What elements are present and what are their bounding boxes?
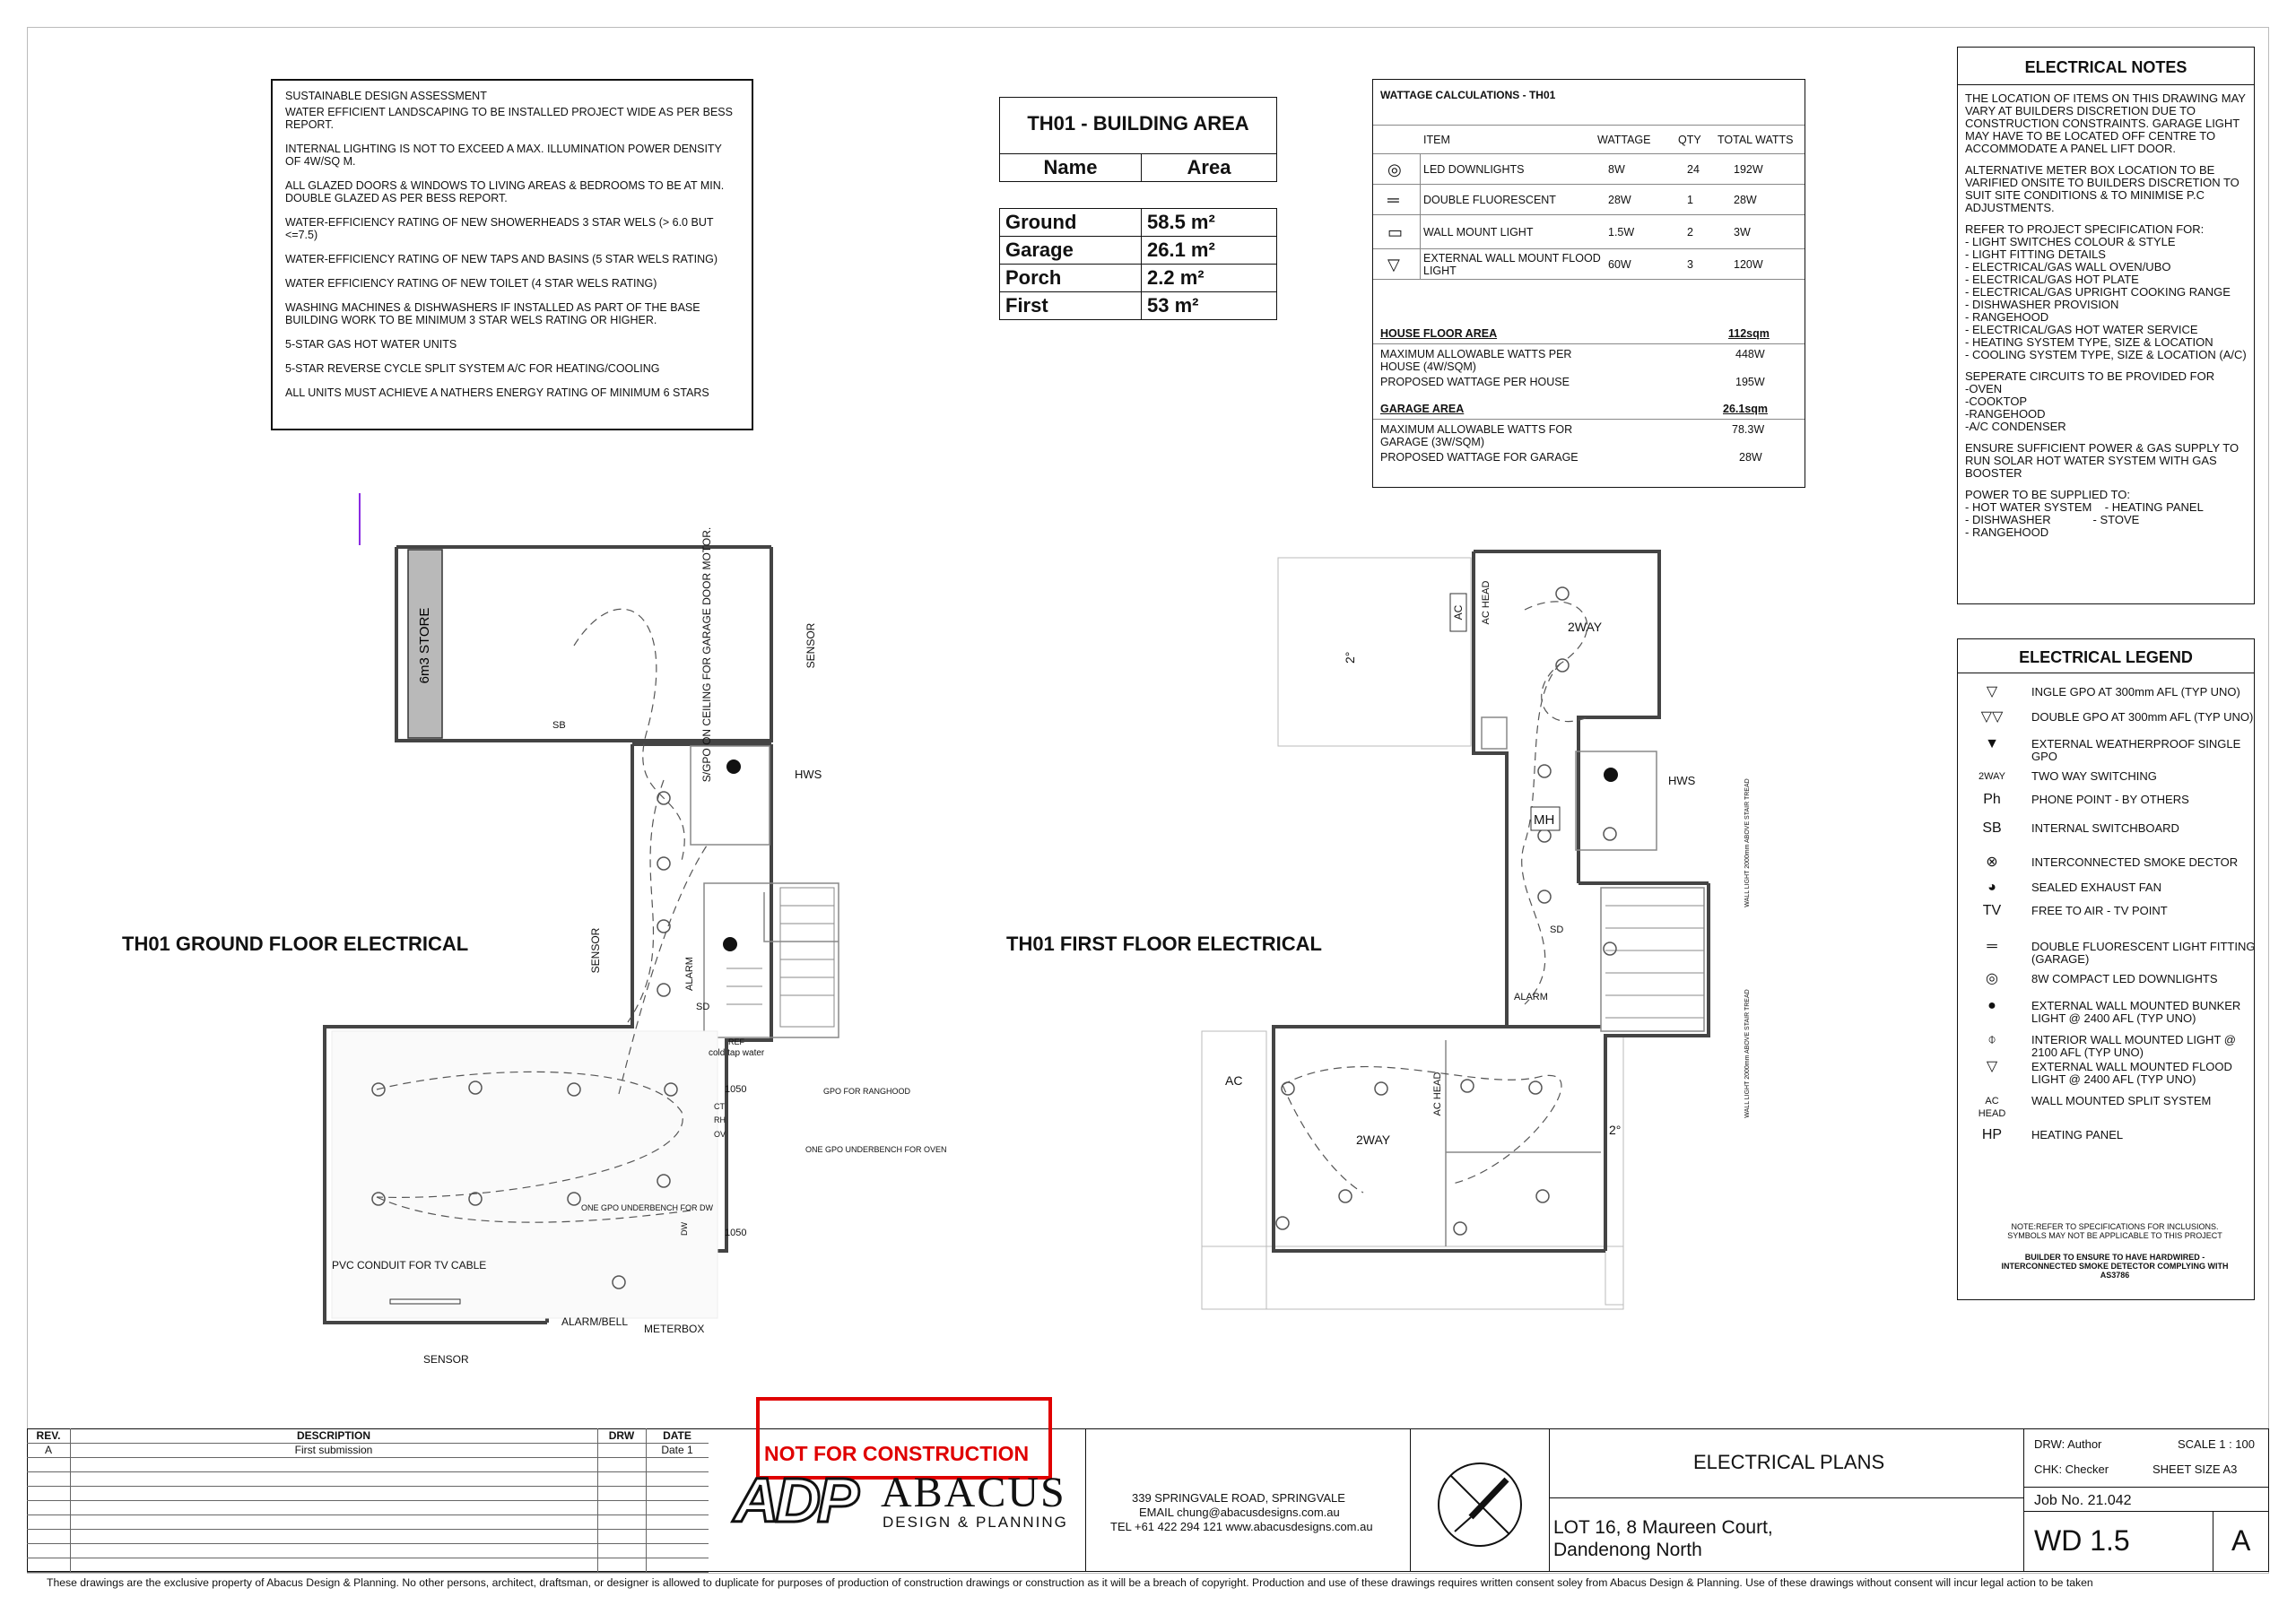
first-alarm-label: ALARM (1514, 992, 1548, 1002)
max-garage-value: 78.3W (1732, 423, 1765, 436)
note-paragraph: ALTERNATIVE METER BOX LOCATION TO BE VARIFIED ONSITE TO BUILDERS DISCRETION TO SUIT SITE CONDITIONS & TO MINIMISE P.C ADJUSTMENTS. (1965, 163, 2243, 214)
legend-item-text: EXTERNAL WEATHERPROOF SINGLE GPO (2031, 737, 2241, 763)
legend-item-text: HEATING PANEL (2031, 1128, 2124, 1141)
sda-item: 5-STAR GAS HOT WATER UNITS (285, 338, 457, 351)
rev-cell: DATE (663, 1429, 691, 1442)
tv-point-icon: TV (1982, 903, 2002, 918)
bunker-light-icon: ● (1987, 998, 1996, 1013)
sda-item: WATER-EFFICIENCY RATING OF NEW TAPS AND BASINS (5 STAR WELS RATING) (285, 253, 718, 265)
first-thin-walls (1446, 717, 1704, 1246)
note-paragraph: THE LOCATION OF ITEMS ON THIS DRAWING MAY VARY AT BUILDERS DISCRETION DUE TO CONSTRUCTION CONSTRAINTS. GARAGE LIGHT MAY HAVE TO BE LOCATED OFF CENTRE TO ACCOMMODATE A PANEL LIFT DOOR. (1965, 91, 2249, 155)
rev-cell (597, 1443, 646, 1457)
legend-builder-note: BUILDER TO ENSURE TO HAVE HARDWIRED -INTERCONNECTED SMOKE DETECTOR COMPLYING WITH AS3786 (2001, 1253, 2229, 1280)
gpo-oven-label: ONE GPO UNDERBENCH FOR OVEN (805, 1145, 947, 1154)
double-gpo-icon: ▽▽ (1980, 709, 2004, 725)
led-downlight-icon: ◎ (1986, 971, 1998, 986)
note-paragraph: ENSURE SUFFICIENT POWER & GAS SUPPLY TO RUN SOLAR HOT WATER SYSTEM WITH GAS BOOSTER (1965, 441, 2242, 480)
north-divider (1410, 1428, 1411, 1572)
sgpo-label: S/GPO ON CEILING FOR GARAGE DOOR MOTOR. (700, 526, 713, 783)
rev-cell: First submission (294, 1444, 373, 1456)
company-name: ABACUS (881, 1469, 1066, 1516)
area-row-value: 2.2 m² (1142, 265, 1277, 292)
rev-row-line (27, 1500, 709, 1501)
wattage-row (1373, 214, 1805, 249)
watt-qty: 3 (1687, 258, 1693, 271)
legend-item-text: SEALED EXHAUST FAN (2031, 881, 2161, 894)
wattage-row (1373, 184, 1805, 215)
note-paragraph: SEPERATE CIRCUITS TO BE PROVIDED FOR -OVEN -COOKTOP -RANGEHOOD -A/C CONDENSER (1965, 369, 2215, 433)
watt-qty: 2 (1687, 226, 1693, 239)
rev-row-line (27, 1572, 709, 1573)
legend-note: NOTE:REFER TO SPECIFICATIONS FOR INCLUSIONS. SYMBOLS MAY NOT BE APPLICABLE TO THIS PROJECT (2007, 1222, 2222, 1240)
prop-house-label: PROPOSED WATTAGE PER HOUSE (1380, 376, 1570, 388)
sb-label: SB (552, 720, 566, 731)
address-divider (1085, 1428, 1086, 1572)
company-logo: ADP (734, 1465, 856, 1535)
ground-floor-plan (296, 484, 947, 1381)
wattage-box (1372, 79, 1805, 488)
area-row-name: First (1000, 292, 1142, 320)
cold-tap-label: cold tap water (709, 1048, 765, 1058)
fluorescent-fitting (390, 1299, 460, 1304)
legend-item-text: INTERNAL SWITCHBOARD (2031, 821, 2179, 835)
switchboard-icon: SB (1982, 820, 2002, 836)
info-hline (2023, 1487, 2269, 1488)
watt-item: DOUBLE FLUORESCENT (1423, 194, 1556, 206)
ct-label: CT (714, 1102, 725, 1111)
area-row (1000, 292, 1277, 320)
electrical-notes-box (1957, 47, 2255, 604)
legend-item-text: PHONE POINT - BY OTHERS (2031, 793, 2189, 806)
two-way-switch-icon: 2WAY (1979, 771, 2005, 782)
single-gpo-icon: ▽ (1986, 684, 1998, 699)
legend-item-text: TWO WAY SWITCHING (2031, 769, 2157, 783)
store-label: 6m3 STORE (417, 607, 432, 684)
watt-qty: 1 (1687, 194, 1693, 206)
first-ac-label: AC (1452, 604, 1465, 621)
ground-floor-title: TH01 GROUND FLOOR ELECTRICAL (122, 933, 469, 955)
flood-light-icon: ▽ (1986, 1059, 1998, 1074)
company-sub: DESIGN & PLANNING (883, 1514, 1068, 1531)
first-deg-label: 2° (1343, 651, 1357, 664)
info-divider (2023, 1428, 2024, 1572)
title-divider (1549, 1428, 1550, 1572)
house-area-label: HOUSE FLOOR AREA (1380, 327, 1498, 340)
scale-label: SCALE 1 : 100 (2178, 1437, 2255, 1451)
exhaust-fan-icon: ◕ (1987, 880, 1996, 895)
sda-item: ALL UNITS MUST ACHIEVE A NATHERS ENERGY RATING OF MINIMUM 6 STARS (285, 386, 709, 399)
first-ac2-label: AC (1225, 1073, 1243, 1088)
legend-item-text: INGLE GPO AT 300mm AFL (TYP UNO) (2031, 685, 2240, 699)
address: 339 SPRINGVALE ROAD, SPRINGVALE (1132, 1491, 1345, 1505)
rev-cell: DRW (608, 1429, 635, 1442)
area-row-name: Ground (1000, 209, 1142, 237)
legend-item-text: EXTERNAL WALL MOUNTED FLOOD LIGHT @ 2400 AFL (TYP UNO) (2031, 1060, 2232, 1086)
notes-body (1958, 85, 2254, 555)
electrical-legend-box (1957, 638, 2255, 1300)
weatherproof-gpo-icon: ▼ (1985, 736, 1999, 751)
stamp-text: NOT FOR CONSTRUCTION (764, 1442, 1030, 1465)
sda-item: INTERNAL LIGHTING IS NOT TO EXCEED A MAX. ILLUMINATION POWER DENSITY OF 4W/SQ M. (285, 143, 722, 168)
first-stairs (1605, 906, 1704, 1018)
watt-col-qty: QTY (1678, 134, 1701, 146)
alarmbell-label: ALARM/BELL (561, 1315, 629, 1328)
d1050-bottom: 1050 (725, 1228, 747, 1238)
area-row (1000, 265, 1277, 292)
meterbox-label: METERBOX (644, 1323, 705, 1335)
rev-cell: A (44, 1444, 52, 1456)
ground-stairs (726, 888, 834, 1027)
site-line-1: LOT 16, 8 Maureen Court, (1553, 1517, 1773, 1538)
first-mh-label: MH (1534, 812, 1555, 828)
alarm-label: ALARM (684, 957, 695, 991)
watt-total: 192W (1734, 163, 1763, 176)
sda-item: WATER EFFICIENT LANDSCAPING TO BE INSTALLED PROJECT WIDE AS PER BESS REPORT. (285, 106, 733, 131)
prop-house-value: 195W (1735, 376, 1765, 388)
watt-qty: 24 (1687, 163, 1700, 176)
first-floor-title: TH01 FIRST FLOOR ELECTRICAL (1006, 933, 1322, 955)
wattage-title: WATTAGE CALCULATIONS - TH01 (1380, 89, 1556, 101)
wall-light-label-1: WALL LIGHT 2000mm ABOVE STAIR TREAD (1744, 778, 1751, 907)
garage-area-label: GARAGE AREA (1380, 403, 1465, 415)
prop-garage-label: PROPOSED WATTAGE FOR GARAGE (1380, 451, 1578, 464)
drw-label: DRW: Author (2034, 1437, 2102, 1451)
max-house-value: 448W (1735, 348, 1765, 360)
wall-light-icon: ▭ (1387, 222, 1404, 241)
tel: TEL +61 422 294 121 www.abacusdesigns.com.au (1110, 1520, 1373, 1533)
first-achead2-label: AC HEAD (1432, 1072, 1443, 1116)
first-achead-label: AC HEAD (1481, 580, 1492, 625)
chk-label: CHK: Checker (2034, 1462, 2109, 1476)
north-arrow-icon (1435, 1460, 1525, 1549)
rev-row-line (27, 1543, 709, 1544)
sheet-number: WD 1.5 (2034, 1524, 2130, 1557)
prop-garage-value: 28W (1739, 451, 1762, 464)
drawing-title: ELECTRICAL PLANS (1693, 1451, 1885, 1473)
area-col-area: Area (1142, 154, 1277, 182)
rev-row-line (27, 1471, 709, 1472)
interior-wall-light-icon: ⌽ (1987, 1032, 1996, 1047)
max-house-label: MAXIMUM ALLOWABLE WATTS PER HOUSE (4W/SQM) (1380, 348, 1572, 373)
area-col-name: Name (1000, 154, 1142, 182)
first-hws-label: HWS (1668, 774, 1696, 787)
max-garage-label: MAXIMUM ALLOWABLE WATTS FOR GARAGE (3W/SQM) (1380, 423, 1573, 448)
first-exhaust-fans (1604, 768, 1618, 782)
sensor-bottom-label: SENSOR (423, 1353, 469, 1366)
sda-item: WATER EFFICIENCY RATING OF NEW TOILET (4 STAR WELS RATING) (285, 277, 657, 290)
note-paragraph: POWER TO BE SUPPLIED TO: - HOT WATER SYSTEM - HEATING PANEL - DISHWASHER - STOVE - RANGEHOOD (1965, 488, 2204, 539)
heating-panel-icon: HP (1981, 1127, 2003, 1142)
garage-floor-hatch (332, 1031, 718, 1318)
legend-item-text: DOUBLE GPO AT 300mm AFL (TYP UNO) (2031, 710, 2254, 724)
sda-title: SUSTAINABLE DESIGN ASSESSMENT (285, 90, 487, 102)
revision-letter: A (2231, 1524, 2251, 1557)
first-2way-label: 2WAY (1568, 620, 1603, 634)
house-divider (1373, 343, 1805, 344)
email: EMAIL chung@abacusdesigns.com.au (1139, 1506, 1340, 1519)
area-row-name: Porch (1000, 265, 1142, 292)
title-hline (1549, 1497, 2024, 1498)
sensor-side-label: SENSOR (589, 927, 602, 974)
watt-icon-col-divider (1420, 153, 1421, 279)
wattage-row (1373, 248, 1805, 280)
sheet-size-label: SHEET SIZE A3 (2152, 1462, 2238, 1476)
sda-items (285, 106, 739, 399)
fluorescent-light-icon: ═ (1387, 190, 1399, 209)
legend-item-text: WALL MOUNTED SPLIT SYSTEM (2031, 1094, 2212, 1107)
legend-item-text: DOUBLE FLUORESCENT LIGHT FITTING (GARAGE) (2031, 940, 2256, 966)
fluorescent-light-icon: ═ (1987, 939, 1997, 954)
watt-col-total: TOTAL WATTS (1718, 134, 1794, 146)
area-row-value: 26.1 m² (1142, 237, 1277, 265)
gpo-dw-label: ONE GPO UNDERBENCH FOR DW (581, 1203, 714, 1212)
rev-cell: DESCRIPTION (296, 1429, 370, 1442)
garage-area-value: 26.1sqm (1723, 403, 1769, 415)
site-line-2: Dandenong North (1553, 1540, 1702, 1560)
notes-title: ELECTRICAL NOTES (1958, 48, 2254, 85)
ground-exhaust-fans (723, 759, 741, 951)
smoke-detector-icon: ⊗ (1986, 855, 1998, 870)
area-row (1000, 209, 1277, 237)
wall-light-label-2: WALL LIGHT 2000mm ABOVE STAIR TREAD (1744, 989, 1751, 1118)
watt-item: WALL MOUNT LIGHT (1423, 226, 1534, 239)
sda-item: WATER-EFFICIENCY RATING OF NEW SHOWERHEADS 3 STAR WELS (> 6.0 BUT <=7.5) (285, 216, 714, 241)
house-area-value: 112sqm (1728, 327, 1770, 340)
watt-total: 28W (1734, 194, 1757, 206)
watt-item: EXTERNAL WALL MOUNT FLOOD LIGHT (1423, 252, 1601, 277)
garage-divider (1373, 419, 1805, 420)
first-deg2-label: 2° (1609, 1123, 1622, 1137)
dw-label: DW (680, 1222, 689, 1236)
area-row-name: Garage (1000, 237, 1142, 265)
note-paragraph: REFER TO PROJECT SPECIFICATION FOR: - LIGHT SWITCHES COLOUR & STYLE - LIGHT FITTING DETAILS - ELECTRICAL/GAS WALL OVEN/UBO - ELECTRICAL/GAS HOT PLATE - ELECTRICAL/GAS UPRIGHT COOKING RANGE - DISHWASHER PROVISION - RANGEHOOD - ELECTRICAL/GAS HOT WATER SERVICE - HEATING SYSTEM TYPE, SIZE & LOCATION - COOLING SYSTEM TYPE, SIZE & LOCATION (A/C) (1965, 222, 2247, 361)
wattage-row (1373, 153, 1805, 185)
rev-row-line (27, 1529, 709, 1530)
watt-total: 120W (1734, 258, 1763, 271)
gpo-rh-label: GPO FOR RANGHOOD (823, 1087, 911, 1096)
legend-title: ELECTRICAL LEGEND (1958, 639, 2254, 673)
first-labels (1225, 580, 1751, 1147)
legend-item-text: INTERIOR WALL MOUNTED LIGHT @ 2100 AFL (TYP UNO) (2031, 1033, 2236, 1059)
phone-point-icon: Ph (1983, 792, 2001, 807)
watt-wattage: 8W (1608, 163, 1625, 176)
area-row-value: 53 m² (1142, 292, 1277, 320)
d1050-top: 1050 (725, 1084, 747, 1095)
first-sd-label: SD (1550, 924, 1564, 935)
building-area-rows (999, 208, 1277, 320)
rev-cell: REV. (36, 1429, 61, 1442)
watt-wattage: 60W (1608, 258, 1631, 271)
first-2way2-label: 2WAY (1356, 1133, 1391, 1147)
job-number: Job No. 21.042 (2034, 1493, 2132, 1508)
sda-item: ALL GLAZED DOORS & WINDOWS TO LIVING AREAS & BEDROOMS TO BE AT MIN. DOUBLE GLAZED AS PER BESS REPORT. (285, 179, 725, 204)
first-floor-plan (1166, 538, 1776, 1363)
rh-label: RH (714, 1115, 726, 1124)
ov-label: OV (714, 1130, 726, 1139)
hws-label: HWS (795, 768, 822, 781)
sda-item: 5-STAR REVERSE CYCLE SPLIT SYSTEM A/C FOR HEATING/COOLING (285, 362, 660, 375)
led-downlight-icon: ◎ (1387, 160, 1402, 178)
revision-table (27, 1428, 709, 1572)
sd-label: SD (696, 1002, 710, 1012)
sensor-garage-label: SENSOR (804, 622, 817, 669)
watt-col-item: ITEM (1423, 134, 1450, 146)
rev-cell: Date 1 (661, 1444, 693, 1456)
copyright-footer: These drawings are the exclusive property of Abacus Design & Planning. No other persons, architect, draftsman, or designer is allowed to duplicate for purposes of production of construction drawings or construction as it will be a breach of copyright. Production and use of these drawings requires written consent soley from Abacus Design & Planning. Use of these drawings without consent will incur legal action to be taken (47, 1576, 2093, 1589)
pvc-label: PVC CONDUIT FOR TV CABLE (332, 1259, 487, 1271)
first-walls (1274, 551, 1709, 1251)
watt-bottom-divider (1373, 279, 1805, 280)
sustainable-design-box (271, 79, 753, 430)
legend-item-text: INTERCONNECTED SMOKE DECTOR (2031, 855, 2239, 869)
watt-wattage: 1.5W (1608, 226, 1635, 239)
watt-total: 3W (1734, 226, 1751, 239)
area-row (1000, 237, 1277, 265)
building-area-table (999, 153, 1277, 182)
building-area-title: TH01 - BUILDING AREA (1027, 112, 1249, 135)
wattage-header-row (1373, 125, 1805, 154)
building-area-title-box (999, 97, 1277, 154)
watt-wattage: 28W (1608, 194, 1631, 206)
ref-label: REF (728, 1037, 744, 1046)
area-row-value: 58.5 m² (1142, 209, 1277, 237)
rev-row-line (27, 1457, 709, 1458)
rev-row-line (27, 1486, 709, 1487)
legend-item-text: EXTERNAL WALL MOUNTED BUNKER LIGHT @ 2400 AFL (TYP UNO) (2031, 999, 2241, 1025)
split-system-icon: AC HEAD (1978, 1096, 2006, 1119)
info-hline-2 (2023, 1511, 2269, 1512)
legend-item-text: FREE TO AIR - TV POINT (2031, 904, 2168, 917)
sda-item: WASHING MACHINES & DISHWASHERS IF INSTALLED AS PART OF THE BASE BUILDING WORK TO BE MINIMUM 3 STAR WELS RATING OR HIGHER. (285, 301, 700, 326)
watt-item: LED DOWNLIGHTS (1423, 163, 1525, 176)
flood-light-icon: ▽ (1387, 255, 1400, 273)
watt-col-wattage: WATTAGE (1597, 134, 1651, 146)
legend-item-text: 8W COMPACT LED DOWNLIGHTS (2031, 972, 2218, 985)
